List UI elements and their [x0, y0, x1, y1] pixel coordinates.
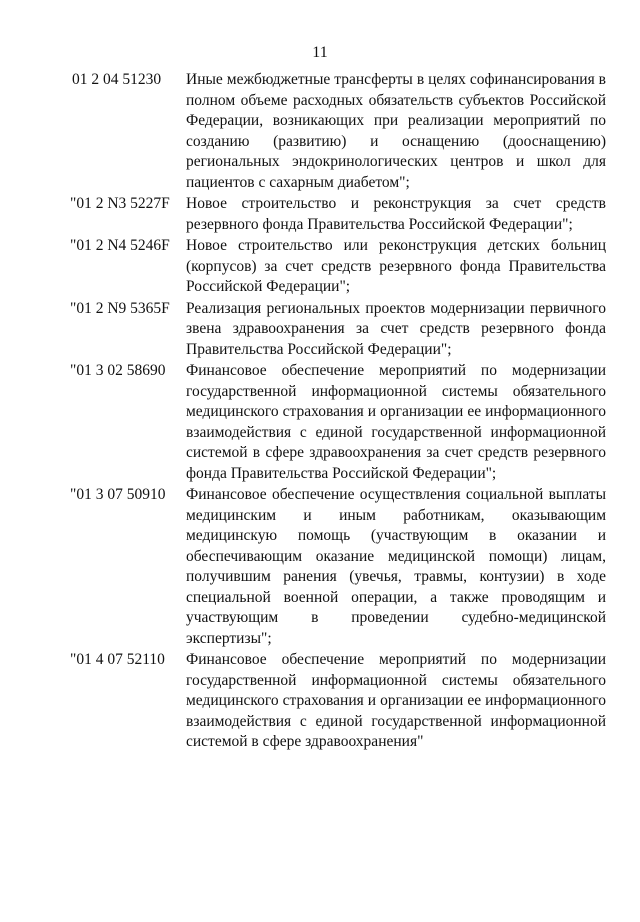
entry-text: Новое строительство и реконструкция за счет средств резервного фонда Правительства Российской Федерации"; — [186, 195, 606, 233]
entry-text: Новое строительство или реконструкция детских больниц (корпусов) за счет средств резервного фонда Правительства Российской Федерации"; — [186, 237, 606, 295]
entry-code: "01 3 02 58690 — [70, 362, 166, 379]
entry-code: "01 2 N9 5365F — [70, 299, 170, 317]
page-number: 11 — [312, 44, 328, 61]
entry-text: Реализация региональных проектов модернизации первичного звена здравоохранения за счет средств резервного фонда Правительства Российской Федерации"; — [186, 299, 606, 358]
entry-code: 01 2 04 51230 — [72, 71, 162, 88]
list-item — [56, 650, 616, 753]
entries-list — [56, 70, 616, 753]
entry-code: "01 3 07 50910 — [70, 486, 166, 503]
entry-text: Иные межбюджетные трансферты в целях софинансирования в полном объеме расходных обязательств субъектов Российской Федерации, возникающих при реализации мероприятий по созданию (развитию) и оснащению (дооснащению) региональных эндокринологических центров и школ для пациентов с сахарным диабетом"; — [186, 71, 606, 191]
list-item — [56, 194, 616, 235]
entry-code: "01 2 N3 5227F — [70, 195, 170, 212]
list-item — [56, 485, 616, 649]
list-item — [56, 236, 616, 298]
list-item — [56, 361, 616, 484]
entry-text: Финансовое обеспечение осуществления социальной выплаты медицинским и иным работникам, оказывающим медицинскую помощь (участвующим в оказании и обеспечивающим оказание медицинской помощи) лицам, получившим ранения (увечья, травмы, контузии) в ходе специальной военной операции, а также проводящим и участвующим в проведении судебно-медицинской экспертизы"; — [186, 486, 606, 647]
entry-code: "01 2 N4 5246F — [70, 237, 170, 254]
entry-text: Финансовое обеспечение мероприятий по модернизации государственной информационной системы обязательного медицинского страхования и организации ее информационного взаимодействия с единой государственной информационной системой в сфере здравоохранения" — [186, 651, 606, 750]
list-item — [56, 299, 616, 361]
entry-code: "01 4 07 52110 — [70, 651, 165, 668]
list-item — [56, 70, 616, 193]
entry-text: Финансовое обеспечение мероприятий по модернизации государственной информационной системы обязательного медицинского страхования и организации ее информационного взаимодействия с единой государственной информационной системой в сфере здравоохранения за счет средств резервного фонда Правительства Российской Федерации"; — [186, 362, 606, 482]
